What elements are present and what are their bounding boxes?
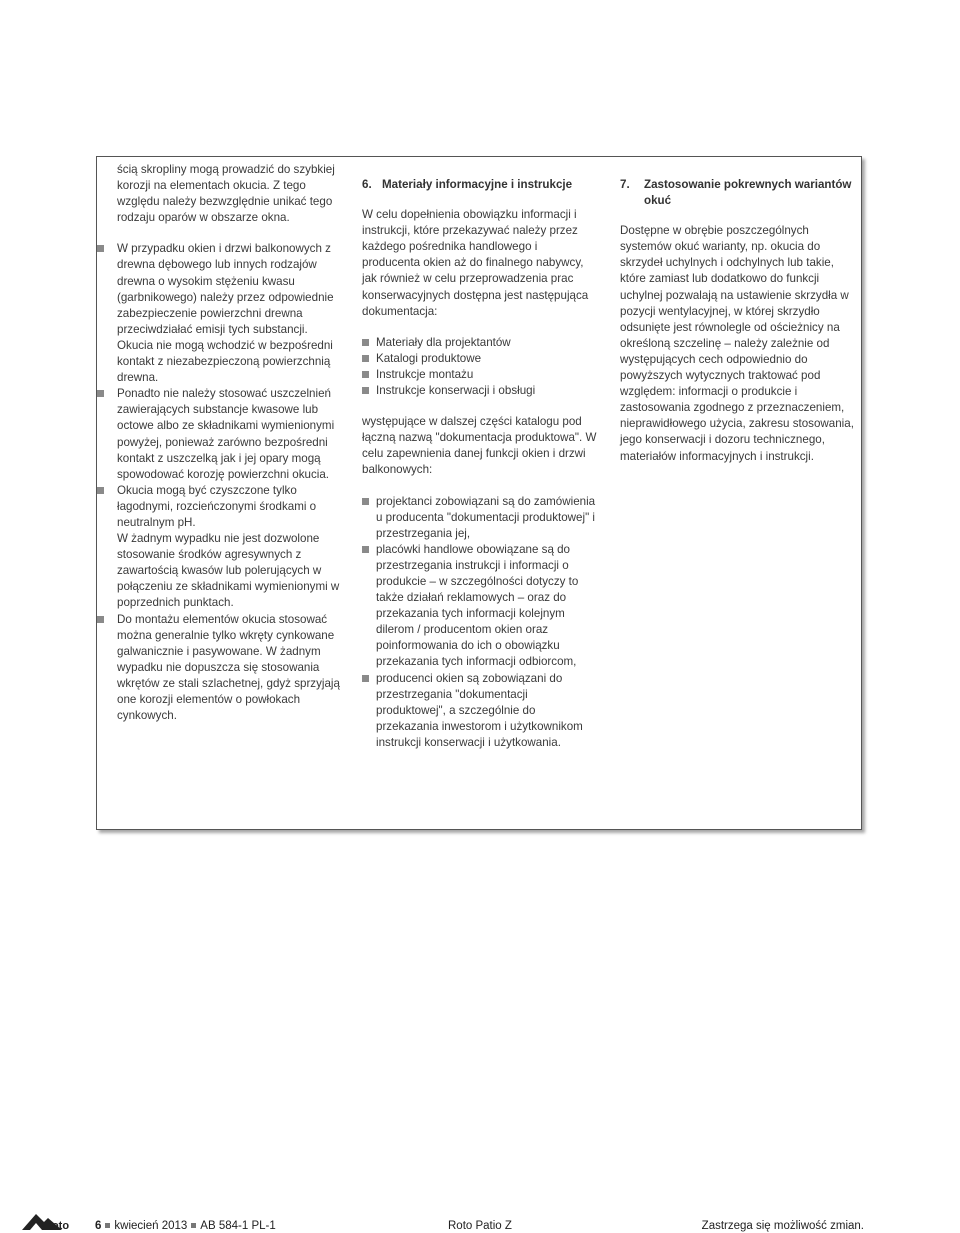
footer-meta <box>95 1220 276 1232</box>
column-2 <box>362 177 598 751</box>
section-6-intro: W celu dopełnienia obowiązku informacji i instrukcji, które przekazywać należy przez każdego pośrednika handlowego i producenta okien aż do finalnego nabywcy, jak również w celu przeprowadzenia prac konserwacyjnych dostępna jest następująca dokumentacja: <box>362 208 589 318</box>
section-7-heading: 7. Zastosowanie pokrewnych wariantów okuć <box>620 178 852 208</box>
list-item: Materiały dla projektantów <box>376 335 598 351</box>
footer-date: kwiecień 2013 <box>114 1220 188 1232</box>
list-item: Do montażu elementów okucia stosować można generalnie tylko wkręty cynkowane galwanicznie i pasywowane. W żadnym wypadku nie dopuszcza się stosowania wkrętów ze stali szlachetnej, gdyż sprzyjają one korozji elementów o powłokach cynkowych. <box>117 612 345 725</box>
col1-intro: ścią skropliny mogą prowadzić do szybkiej korozji na elementach okucia. Z tego względu należy bezwzględnie unikać tego rodzaju oparów w obszarze okna. <box>117 163 335 225</box>
square-bullet-icon <box>97 245 104 252</box>
square-bullet-icon <box>97 390 104 397</box>
list-item: projektanci zobowiązani są do zamówienia u producenta "dokumentacji produktowej" i przestrzegania jej, <box>376 494 598 542</box>
list-item: W przypadku okien i drzwi balkonowych z drewna dębowego lub innych rodzajów drewna o wysokim stężeniu kwasu (garbnikowego) należy przez odpowiednie zabezpieczenie powierzchni drewna przeciwdziałać emisji tych substancji. Okucia nie mogą wchodzić w bezpośredni kontakt z niezabezpieczoną powierzchnią drewna. <box>117 241 345 386</box>
list-item: producenci okien są zobowiązani do przestrzegania "dokumentacji produktowej", a szczególnie do przekazania inwestorom i użytkownikom instrukcji konserwacji i użytkowania. <box>376 671 598 751</box>
column-1 <box>117 162 345 724</box>
square-bullet-icon <box>362 355 369 362</box>
square-bullet-icon <box>362 675 369 682</box>
square-bullet-icon <box>97 616 104 623</box>
list-item: placówki handlowe obowiązane są do przestrzegania instrukcji i informacji o produkcie – w szczególności dotyczy to także działań reklamowych – oraz do przekazania tych informacji kolejnym dilerom / producentom okien oraz poinformowania do ich o obowiązku przekazania tych informacji odbiorcom, <box>376 542 598 671</box>
page-number: 6 <box>95 1220 102 1232</box>
separator-icon <box>191 1223 196 1228</box>
section-6-middle: występujące w dalszej części katalogu pod łączną nazwą "dokumentacja produktowa". W celu zapewnienia danej funkcji okien i drzwi balkonowych: <box>362 415 597 477</box>
list-item: Katalogi produktowe <box>376 351 598 367</box>
footer-product: Roto Patio Z <box>448 1220 512 1232</box>
square-bullet-icon <box>362 339 369 346</box>
separator-icon <box>105 1223 110 1228</box>
list-item: Instrukcje konserwacji i obsługi <box>376 383 598 399</box>
logo-text: Roto <box>44 1220 70 1232</box>
footer-disclaimer: Zastrzega się możliwość zmian. <box>701 1220 864 1232</box>
square-bullet-icon <box>362 546 369 553</box>
section-7-body: Dostępne w obrębie poszczególnych systemów okuć warianty, np. okucia do skrzydeł uchylnych i odchylnych lub takie, które zamiast lub dodatkowo do funkcji uchylnej pozwalają na ustawienie skrzydła w pozycji wentylacyjnej, w której skrzydło odsunięte jest równolegle od ościeżnicy na określoną szczelinę – należy zależnie od występujących cech odpowiednio do powyższych wytycznych traktować pod względem: informacji o produkcie i zastosowania zgodnego z przeznaczeniem, nieprawidłowego użycia, zakresu stosowania, jego konserwacji i dozoru technicznego, materiałów informacyjnych i instrukcji. <box>620 224 854 463</box>
list-item: Okucia mogą być czyszczone tylko łagodnymi, rozcieńczonymi środkami o neutralnym pH. W żadnym wypadku nie jest dozwolone stosowanie środków agresywnych z zawartością kwasów lub polerujących w połączeniu ze składnikami wymienionymi w poprzednich punktach. <box>117 483 345 612</box>
footer-code: AB 584-1 PL-1 <box>200 1220 276 1232</box>
section-6-heading: 6. Materiały informacyjne i instrukcje <box>362 178 573 191</box>
square-bullet-icon <box>362 371 369 378</box>
square-bullet-icon <box>362 387 369 394</box>
column-3 <box>620 177 856 465</box>
square-bullet-icon <box>362 498 369 505</box>
list-item: Ponadto nie należy stosować uszczelnień zawierających substancje kwasowe lub octowe albo ze składnikami wymienionymi powyżej, ponieważ zarówno bezpośredni kontakt z uszczelką jak i jej opary mogą spowodować korozję powierzchni okucia. <box>117 386 345 483</box>
square-bullet-icon <box>97 487 104 494</box>
list-item: Instrukcje montażu <box>376 367 598 383</box>
